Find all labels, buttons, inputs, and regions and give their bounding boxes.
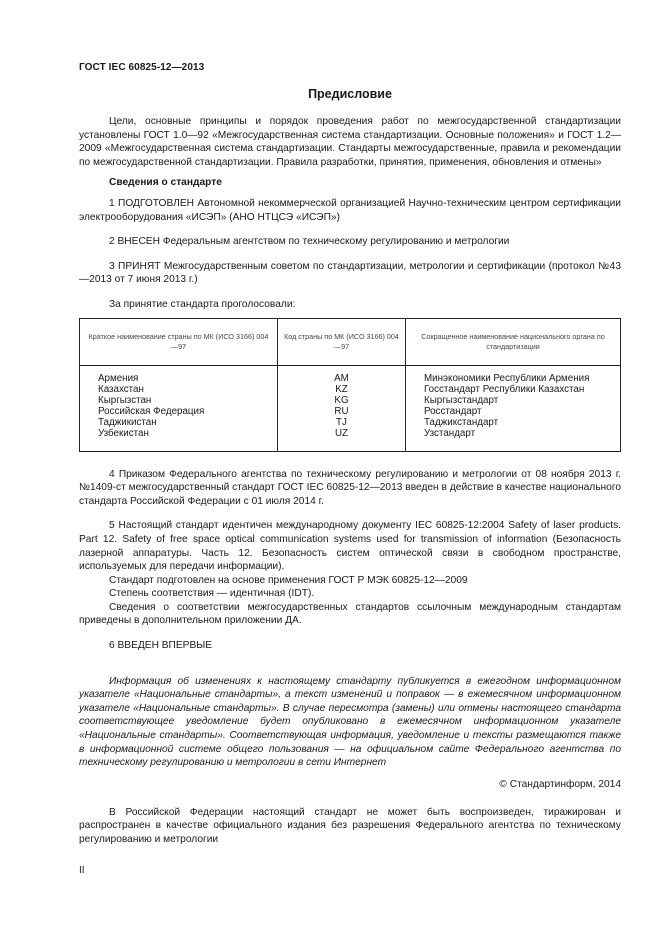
country-name: Кыргызстан: [98, 394, 152, 406]
country-code: KG: [334, 394, 349, 406]
table-header-row: [80, 318, 621, 365]
country-code: AM: [334, 372, 349, 384]
notice-paragraph: Информация об изменениях к настоящему стандарту публикуется в ежегодном информационном указателе «Национальные стандарты», а текст изменений и поправок — в ежемесячном информационном указателе «Национальные стандарты». В случае пересмотра (замены) или отмены настоящего стандарта соответствующее уведомление будет опубликовано в ежемесячном информационном указателе «Национальные стандарты». Соответствующая информация, уведомление и тексты размещаются также в информационной системе общего пользования — на официальном сайте Федерального агентства по техническому регулированию и метрологии в сети Интернет: [79, 675, 621, 769]
country-list: [80, 373, 277, 439]
notice-block: [79, 675, 621, 770]
code-list: [278, 373, 405, 439]
voting-table: [79, 318, 621, 452]
table-body-row: [80, 365, 621, 451]
country-name: Таджикистан: [98, 416, 157, 428]
item-5-info: Сведения о соответствии межгосударственных стандартов ссылочным международным стандартам приведены в дополнительном приложении ДА.: [79, 601, 621, 627]
item-5-degree: Степень соответствия — идентичная (IDT).: [109, 588, 315, 600]
standards-body: Кыргызстандарт: [424, 394, 499, 406]
section-title: Сведения о стандарте: [109, 177, 222, 189]
standards-body: Госстандарт Республики Казахстан: [424, 383, 585, 395]
country-code: KZ: [335, 383, 348, 395]
item-4: 4 Приказом Федерального агентства по техническому регулированию и метрологии от 08 ноября 2013 г. №1409-ст межгосударственный стандарт ГОСТ IEC 60825-12—2013 введен в действие в качестве национального стандарта Российской Федерации с 01 июля 2014 г.: [79, 468, 621, 507]
standards-body: Росстандарт: [424, 405, 482, 417]
restriction-paragraph: В Российской Федерации настоящий стандарт не может быть воспроизведен, тиражирован и распространен в качестве официального издания без разрешения Федерального агентства по техническому регулированию и метрологии: [79, 806, 621, 845]
copyright: © Стандартинформ, 2014: [499, 778, 621, 790]
country-code: RU: [334, 405, 349, 417]
country-code: TJ: [336, 416, 347, 428]
standards-body: Таджикстандарт: [424, 416, 499, 428]
standards-body: Узстандарт: [424, 427, 476, 439]
item-3: 3 ПРИНЯТ Межгосударственным советом по стандартизации, метрологии и сертификации (протокол №43—2013 от 7 июня 2013 г.): [79, 260, 621, 286]
intro-paragraph: Цели, основные принципы и порядок проведения работ по межгосударственной стандартизации установлены ГОСТ 1.0—92 «Межгосударственная система стандартизации. Основные положения» и ГОСТ 1.2—2009 «Межгосударственная система стандартизации. Стандарты межгосударственные, правила и рекомендации по межгосударственной стандартизации. Правила разработки, принятия, применения, обновления и отмены»: [79, 116, 621, 168]
page-number: II: [79, 865, 85, 876]
standards-body: Минэкономики Республики Армения: [424, 372, 590, 384]
page-title: Предисловие: [308, 87, 392, 101]
country-name: Армения: [98, 372, 139, 384]
country-name: Казахстан: [98, 383, 144, 395]
document-code: ГОСТ IEC 60825-12—2013: [79, 62, 205, 73]
country-name: Узбекистан: [98, 427, 149, 439]
item-6: 6 ВВЕДЕН ВПЕРВЫЕ: [109, 640, 213, 652]
header-country: Краткое наименование страны по МК (ИСО 3166) 004—97: [80, 318, 278, 365]
item-5-basis: Стандарт подготовлен на основе применения ГОСТ Р МЭК 60825-12—2009: [109, 574, 468, 586]
header-code: Код страны по МК (ИСО 3166) 004—97: [278, 318, 406, 365]
country-code: UZ: [334, 427, 349, 439]
item-2: 2 ВНЕСЕН Федеральным агентством по техническому регулированию и метрологии: [109, 236, 510, 248]
item-5: 5 Настоящий стандарт идентичен международному документу IEC 60825-12:2004 Safety of laser products. Part 12. Safety of free space optical communication systems used for transmission of information (Безопасность лазерной аппаратуры. Часть 12. Безопасность систем оптической связи в свободном пространстве, используемых для передачи информации).: [79, 520, 621, 573]
country-name: Российская Федерация: [98, 405, 205, 417]
vote-intro: За принятие стандарта проголосовали:: [109, 298, 296, 310]
body-list: [406, 373, 620, 439]
item-1: 1 ПОДГОТОВЛЕН Автономной некоммерческой организацией Научно-техническим центром сертификации электрооборудования «ИСЭП» (АНО НТЦСЭ «ИСЭП»): [79, 197, 621, 223]
header-body: Сокращенное наименование национального органа по стандартизации: [406, 318, 621, 365]
